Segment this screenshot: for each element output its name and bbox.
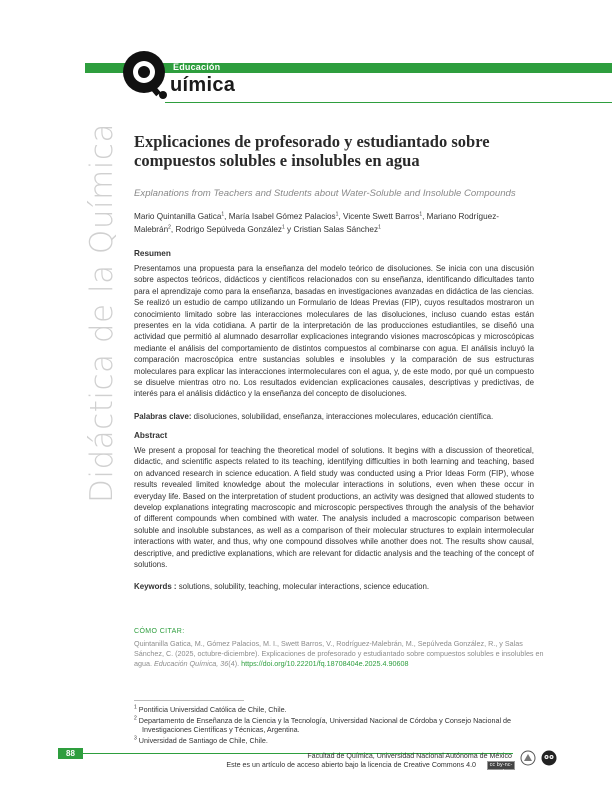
author-affiliation-mark: 1 [221,211,225,218]
footnote-rule [134,700,244,701]
keywords-text: solutions, solubility, teaching, molecular interactions, science education. [176,582,430,592]
affiliation-1: $^1$ Pontificia Universidad Católica de Chile, Chile. [134,704,287,714]
author-affiliation-mark: 1 [419,211,423,218]
footer-line-2: Este es un artículo de acceso abierto bajo la licencia de Creative Commons 4.0 [226,761,476,770]
section-vertical-title: Didáctica de la Química [84,123,120,503]
affiliation-3: $^3$ Universidad de Santiago de Chile, Chile. [134,735,268,745]
palabras-clave-text: disoluciones, solubilidad, enseñanza, interacciones moleculares, educación científica. [191,411,494,421]
author-affiliation-mark: 1 [282,224,285,231]
palabras-clave-label: Palabras clave: [134,411,192,421]
affiliations [134,705,544,746]
author-name: Vicente Swett Barros [343,212,420,221]
footer-line-1: Facultad de Química, Universidad Nacional Autónoma de México [307,752,512,760]
citation-text: Quintanilla Gatica, M., Gómez Palacios, M. I., Swett Barros, V., Rodríguez-Malebrán, M., Sepúlveda González, R., y Salas Sánchez, C. (2025, octubre-diciembre). Explicaciones de profesorado y estudiantado sobre compuestos solubles e insolubles en agua. [134,639,544,668]
author-name: Cristian Salas Sánchez [293,225,379,234]
citation-block [134,627,544,669]
header-rule [165,102,612,103]
citation-journal: Educación Química, 36 [153,659,229,668]
author-affiliation-mark: 1 [378,224,381,231]
keywords-label: Keywords : [134,582,177,592]
abstract-heading: Abstract [134,430,168,440]
author-list: Mario Quintanilla Gatica$^1$, María Isabel Gómez Palacios$^1$, Vicente Swett Barros$^1$, Mariano Rodríguez-Malebrán$^2$, Rodrigo Sepúlveda González$^1$ y Cristian Salas Sánchez$^1$ [134,211,500,234]
article-title-es: Explicaciones de profesorado y estudiantado sobre compuestos solubles e insolubles en agua [134,132,490,170]
author-affiliation-mark: 1 [335,211,339,218]
journal-brand-name: uímica [170,74,236,96]
author-name: Mariano Rodríguez-Malebrán [134,212,500,234]
author-affiliation-mark: 2 [168,224,171,231]
citation-label: CÓMO CITAR: [134,628,185,635]
resumen-heading: Resumen [134,249,171,258]
author-name: María Isabel Gómez Palacios [228,212,336,221]
author-name: Mario Quintanilla Gatica [134,212,222,221]
keywords [134,582,534,591]
journal-logo-q-icon [120,48,172,100]
author-name: Rodrigo Sepúlveda González [175,225,282,234]
article-body [134,132,534,591]
citation-doi-link[interactable]: https://doi.org/10.22201/fq.18708404e.2025.4.90608 [241,659,409,668]
article-title-en: Explanations from Teachers and Students about Water-Soluble and Insoluble Compounds [134,188,516,199]
footer-text [180,752,512,771]
affiliation-2: $^2$ Departamento de Enseñanza de la Ciencia y la Tecnología, Universidad Nacional de Córdoba y Consejo Nacional de Investigaciones Científicas y Técnicas, Argentina. [134,715,512,735]
citation-issue: (4). [228,659,242,668]
unam-seal-icon [520,750,536,766]
page-number: 88 [58,748,83,759]
faculty-owl-icon [541,750,557,766]
palabras-clave [134,412,534,421]
creative-commons-badge-icon[interactable]: cc by-nc-nd [487,761,515,770]
journal-brand-small: Educación [173,62,221,72]
abstract-text: We present a proposal for teaching the theoretical model of solutions. It begins with a discussion of theoretical, didactic, and scientific aspects related to its teaching, identifying difficulties in both learning and teaching, based on advanced research in science education. A field study was conducted using a Prior Ideas Form (FIP), whose results revealed limited knowledge about the molecular interactions in solutions, even when these occur in everyday life. Based on the interpretation of student productions, an activity was designed that allowed students to develop explanations integrating macroscopic and microscopic perspectives through the analysis of the behavior of different compounds when combined with water. The analysis included a macroscopic comparison between soluble and insoluble substances, as well as a comparison of their molecular structures to explain intermolecular interactions with water, and thus, why one compound dissolves while another does not. The results show causal, descriptive, and predictive explanations, which are relevant for didactic analysis and the teaching of the concept of solutions. [134,445,534,569]
resumen-text: Presentamos una propuesta para la enseñanza del modelo teórico de disoluciones. Se inicia con una discusión sobre aspectos teóricos, didácticos y científicos relacionados con su enseñanza, identificando dificultades tanto para el aprendizaje como para la enseñanza, basadas en investigaciones avanzadas en didáctica de las ciencias. Se realizó un estudio de campo utilizando un Formulario de Ideas Previas (FIP), cuyos resultados mostraron un conocimiento limitado sobre las interacciones moleculares de las disoluciones, incluso cuando estas están presentes en la vida cotidiana. A partir de la interpretación de las producciones estudiantiles, se diseñó una actividad que permitió al alumnado desarrollar explicaciones integrando visiones macroscópicas y microscópicas mediante el análisis del comportamiento de distintos compuestos al combinarse con agua. El análisis incluyó la comparación macroscópica entre sustancias solubles e insolubles y la comparación de sus estructuras moleculares para explicar las interacciones intermoleculares con el agua, y, de este modo, por qué un compuesto se disuelve mientras otro no. Los resultados evidencian explicaciones causales, descriptivas y predictivas, de interés para el análisis didáctico y la enseñanza del concepto de disoluciones. [134,264,534,399]
